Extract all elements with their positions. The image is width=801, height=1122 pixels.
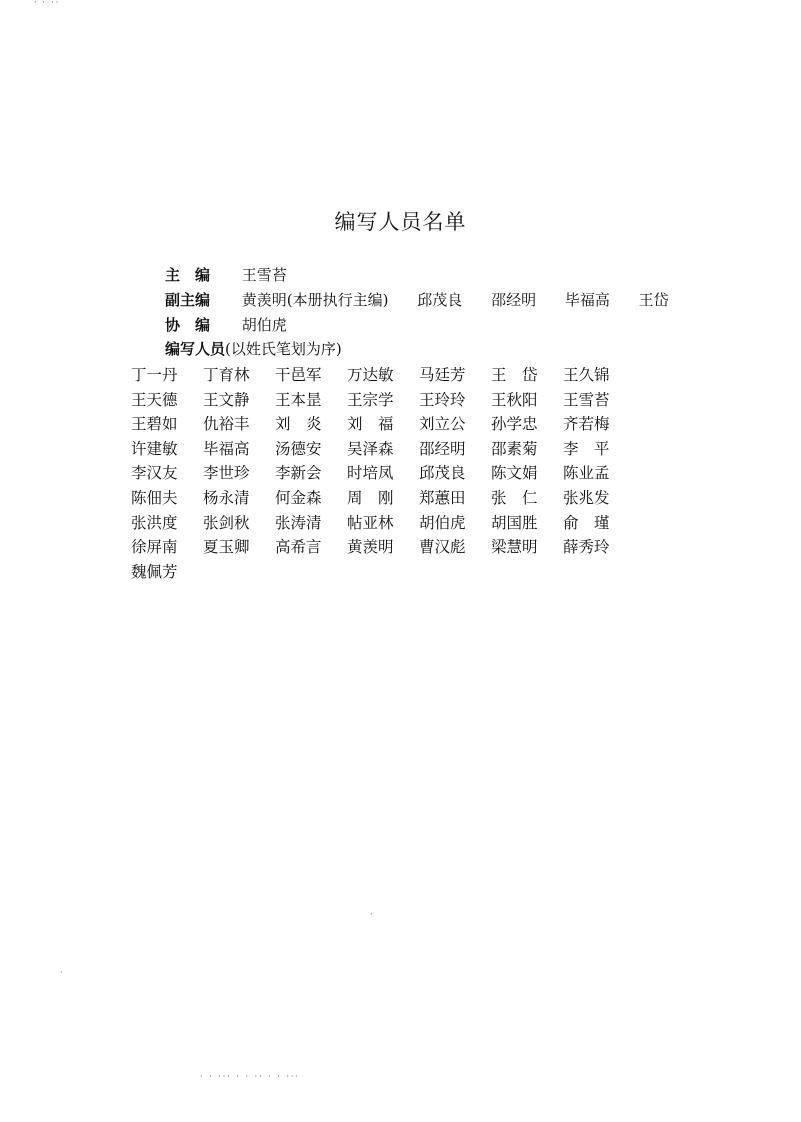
names-row — [131, 560, 651, 585]
person-name: 王岱 — [638, 291, 669, 309]
names-row — [131, 511, 651, 536]
writers-note: (以姓氏笔划为序) — [225, 340, 342, 358]
names-row — [131, 461, 651, 486]
person-name: 魏佩芳 — [131, 562, 178, 581]
person-name: 毕福高 — [203, 439, 250, 458]
names-row — [131, 437, 651, 462]
names-row — [131, 486, 651, 511]
person-name: 马廷芳 — [419, 366, 466, 384]
page-title: 编写人员名单 — [334, 210, 467, 234]
role-row-chief-editor — [165, 265, 287, 285]
person-name: 仇裕丰 — [203, 415, 250, 434]
person-name: 黄羡明(本册执行主编) — [241, 291, 389, 309]
person-name: 何金森 — [275, 488, 322, 507]
names-row — [131, 388, 651, 413]
person-name: 帖亚林 — [347, 513, 394, 532]
person-name: 徐屏南 — [131, 538, 178, 557]
names-row — [131, 412, 651, 437]
role-row-deputy-editors — [165, 290, 669, 310]
person-name: 邵素菊 — [491, 439, 538, 458]
person-name: 高希言 — [275, 538, 322, 557]
person-name: 刘 福 — [347, 415, 394, 434]
person-name: 杨永清 — [203, 488, 250, 507]
role-names — [242, 290, 669, 310]
person-name: 孙学忠 — [491, 415, 538, 434]
person-name: 张 仁 — [491, 488, 538, 507]
person-name: 陈业孟 — [563, 464, 610, 483]
person-name: 王雪苔 — [241, 266, 287, 284]
person-name: 吴泽森 — [347, 439, 394, 458]
person-name: 李世珍 — [203, 464, 250, 483]
person-name: 王雪苔 — [563, 390, 610, 409]
names-row — [131, 535, 651, 560]
person-name: 王天德 — [131, 390, 178, 409]
person-name: 刘 炎 — [275, 415, 322, 434]
person-name: 丁一丹 — [131, 366, 178, 384]
person-name: 王碧如 — [131, 415, 178, 434]
person-name: 胡伯虎 — [419, 513, 466, 532]
role-label: 副主编 — [165, 291, 211, 309]
role-label: 主 编 — [165, 266, 211, 284]
person-name: 胡伯虎 — [241, 316, 287, 334]
role-names — [242, 265, 287, 285]
scan-artifact: · — [60, 968, 65, 977]
person-name: 曹汉彪 — [419, 538, 466, 557]
person-name: 干邑军 — [275, 366, 322, 384]
writers-heading — [165, 339, 342, 359]
person-name: 李新会 — [275, 464, 322, 483]
person-name: 陈佃夫 — [131, 488, 178, 507]
person-name: 梁慧明 — [491, 538, 538, 557]
person-name: 张剑秋 — [203, 513, 250, 532]
person-name: 邱茂良 — [417, 291, 463, 309]
person-name: 时培凤 — [347, 464, 394, 483]
person-name: 齐若梅 — [563, 415, 610, 434]
person-name: 陈文娟 — [491, 464, 538, 483]
person-name: 张兆发 — [563, 488, 610, 507]
person-name: 王秋阳 — [491, 390, 538, 409]
person-name: 周 刚 — [347, 488, 394, 507]
scan-artifact: · — [370, 910, 375, 919]
person-name: 万达敏 — [347, 366, 394, 384]
person-name: 王宗学 — [347, 390, 394, 409]
person-name: 许建敏 — [131, 439, 178, 458]
person-name: 邵经明 — [419, 439, 466, 458]
person-name: 张涛清 — [275, 513, 322, 532]
person-name: 王久锦 — [563, 366, 610, 384]
person-name: 邵经明 — [491, 291, 537, 309]
role-label: 协 编 — [165, 316, 211, 334]
person-name: 汤德安 — [275, 439, 322, 458]
names-row — [131, 363, 651, 388]
person-name: 刘立公 — [419, 415, 466, 434]
person-name: 毕福高 — [564, 291, 610, 309]
person-name: 张洪度 — [131, 513, 178, 532]
person-name: 邱茂良 — [419, 464, 466, 483]
writers-label: 编写人员 — [165, 340, 226, 358]
person-name: 王本昰 — [275, 390, 322, 409]
role-row-assistant-editor — [165, 315, 287, 335]
person-name: 李汉友 — [131, 464, 178, 483]
person-name: 丁育林 — [203, 366, 250, 384]
person-name: 王 岱 — [491, 366, 538, 384]
person-name: 郑蕙田 — [419, 488, 466, 507]
person-name: 薛秀玲 — [563, 538, 610, 557]
person-name: 王文静 — [203, 390, 250, 409]
writers-list — [131, 363, 651, 584]
scan-artifact: · · ··· · · ·· · · ··· — [200, 1072, 300, 1081]
person-name: 王玲玲 — [419, 390, 466, 409]
person-name: 黄羡明 — [347, 538, 394, 557]
person-name: 夏玉卿 — [203, 538, 250, 557]
scan-artifact: · · ·· — [34, 0, 61, 7]
person-name: 胡国胜 — [491, 513, 538, 532]
person-name: 俞 瑾 — [563, 513, 610, 532]
person-name: 李 平 — [563, 439, 610, 458]
role-names — [242, 315, 287, 335]
